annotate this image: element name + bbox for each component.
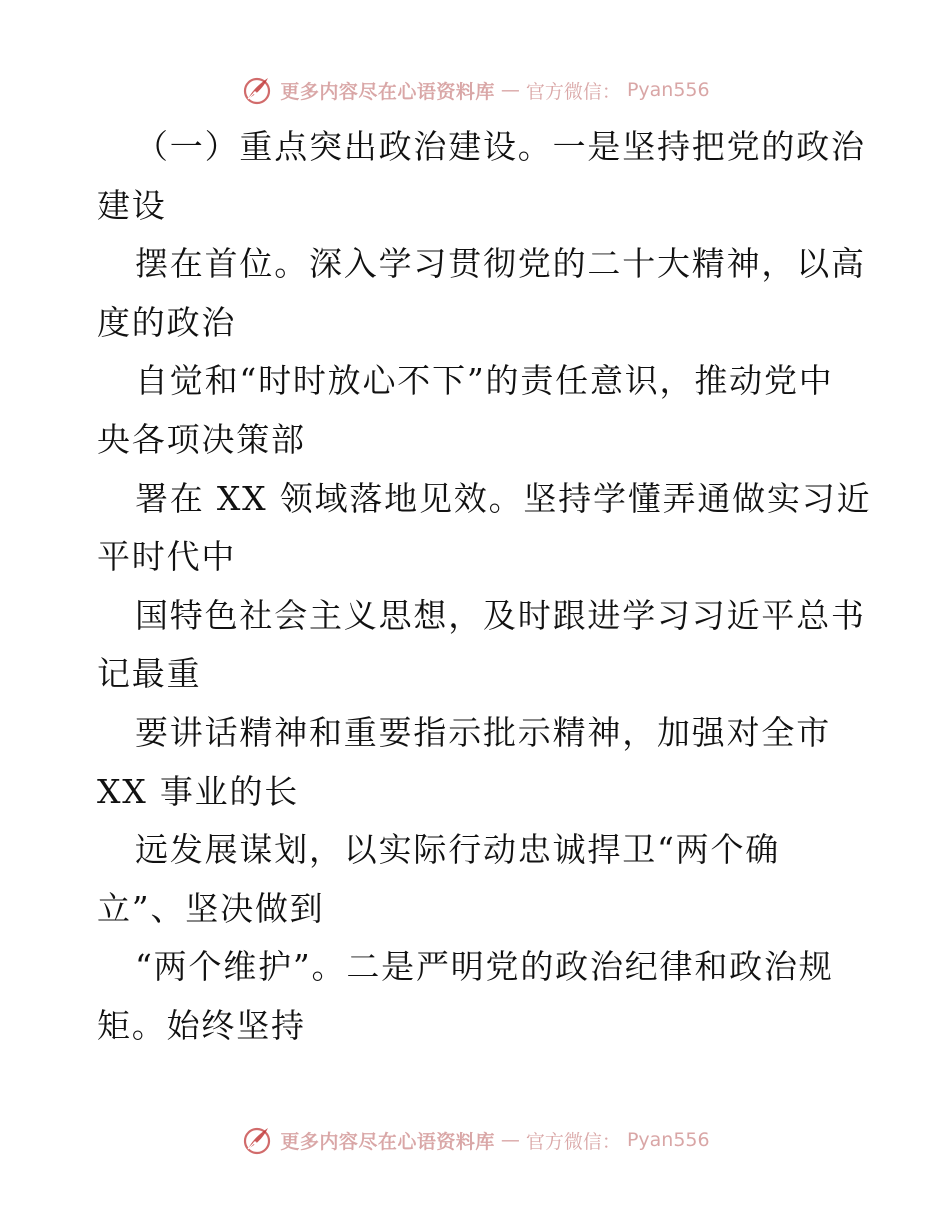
watermark-dash: — [500,1129,520,1151]
watermark-brand-text: 更多内容尽在心语资料库 [280,80,495,103]
paragraph-line: 矩。始终坚持 [97,1005,306,1045]
watermark-brand-text: 更多内容尽在心语资料库 [280,1130,495,1153]
paragraph-line: 平时代中 [97,537,237,577]
watermark-contact-id: Pyan556 [626,1129,710,1151]
header-watermark [0,70,950,110]
watermark-group [240,73,709,107]
watermark-contact-id: Pyan556 [626,79,710,101]
watermark-contact-label: 官方微信： [525,80,621,103]
paragraph-line: 度的政治 [97,302,237,342]
footer-watermark [0,1120,950,1160]
watermark-group [240,1123,709,1157]
paragraph-line: 摆在首位。深入学习贯彻党的二十大精神，以高 [135,244,866,284]
paragraph-line: 建设 [97,185,167,225]
paragraph-line: “两个维护”。二是严明党的政治纪律和政治规 [135,947,834,987]
paragraph-line: （一）重点突出政治建设。一是坚持把党的政治 [135,127,866,166]
paragraph-line: 立”、坚决做到 [97,888,325,928]
paragraph-line: 记最重 [97,654,202,694]
document-body [97,118,872,1056]
paragraph-line: 要讲话精神和重要指示批示精神，加强对全市 [135,712,831,752]
paragraph-line: 央各项决策部 [97,419,306,459]
watermark-contact-label: 官方微信： [525,1130,621,1153]
quill-pen-logo-icon [240,1123,274,1157]
watermark-dash: — [500,79,520,101]
paragraph-line: 远发展谋划，以实际行动忠诚捍卫“两个确 [135,830,781,870]
paragraph-line: 国特色社会主义思想，及时跟进学习习近平总书 [135,595,866,635]
paragraph-line: XX 事业的长 [97,771,300,811]
quill-pen-logo-icon [240,73,274,107]
paragraph-line: 自觉和“时时放心不下”的责任意识，推动党中 [135,361,834,401]
paragraph-line: 署在 XX 领域落地见效。坚持学懂弄通做实习近 [135,478,872,518]
